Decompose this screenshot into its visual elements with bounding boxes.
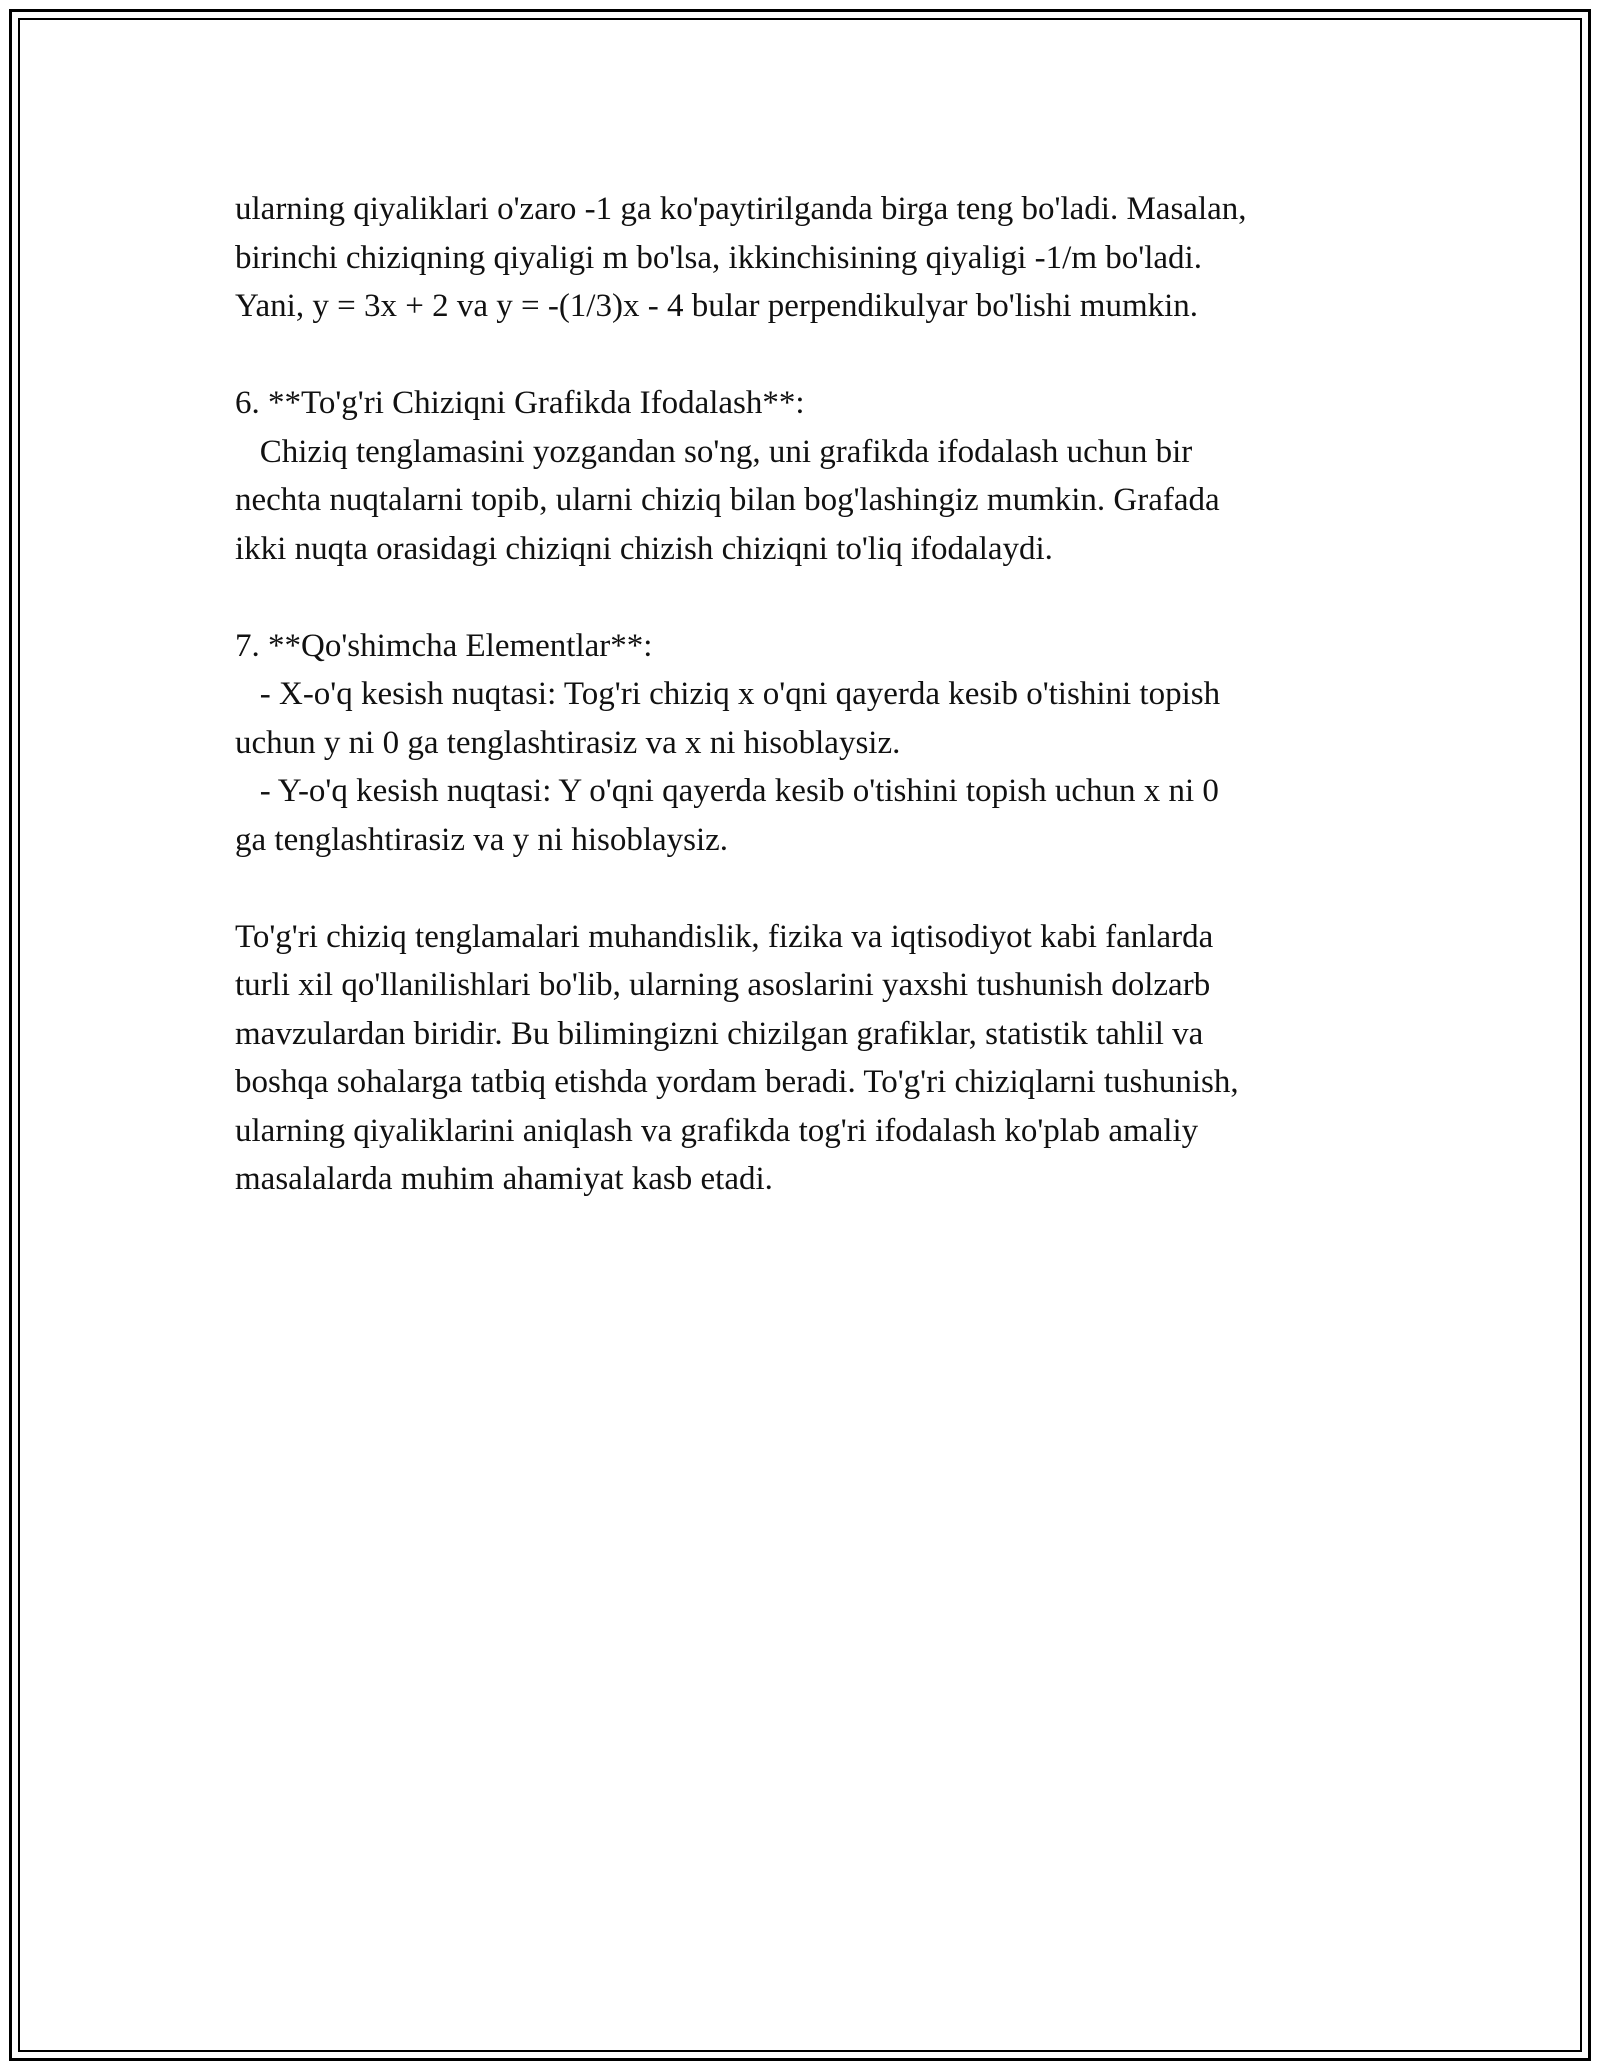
text-line: masalalarda muhim ahamiyat kasb etadi. — [235, 1161, 773, 1197]
section-heading: 7. **Qo'shimcha Elementlar**: — [235, 627, 653, 664]
text-line: boshqa sohalarga tatbiq etishda yordam beradi. To'g'ri chiziqlarni tushunish, — [235, 1064, 1239, 1100]
text-line: To'g'ri chiziq tenglamalari muhandislik, fizika va iqtisodiyot kabi fanlarda — [235, 918, 1214, 955]
list-item-y-intercept: - Y-o'q kesish nuqtasi: Y o'qni qayerda kesib o'tishini topish uchun x ni 0 — [235, 773, 1219, 809]
text-line: ularning qiyaliklarini aniqlash va grafikda tog'ri ifodalash ko'plab amaliy — [235, 1112, 1199, 1149]
document-body — [235, 185, 1375, 1204]
paragraph-conclusion — [235, 913, 1375, 1204]
text-line: birinchi chiziqning qiyaligi m bo'lsa, ikkinchisining qiyaligi -1/m bo'ladi. — [235, 239, 1202, 276]
section-7-additional-elements — [235, 622, 1375, 865]
paragraph-perpendicular-slopes — [235, 185, 1375, 331]
text-line: ga tenglashtirasiz va y ni hisoblaysiz. — [235, 821, 729, 858]
list-item-x-intercept: - X-o'q kesish nuqtasi: Tog'ri chiziq x o'qni qayerda kesib o'tishini topish — [235, 676, 1221, 712]
section-6-graphing — [235, 379, 1375, 573]
text-line: ularning qiyaliklari o'zaro -1 ga ko'paytirilganda birga teng bo'ladi. Masalan, — [235, 191, 1247, 227]
text-line: Yani, y = 3x + 2 va y = -(1/3)x - 4 bular perpendikulyar bo'lishi mumkin. — [235, 288, 1199, 324]
section-heading: 6. **To'g'ri Chiziqni Grafikda Ifodalash**: — [235, 385, 805, 421]
text-line: mavzulardan biridir. Bu bilimingizni chizilgan grafiklar, statistik tahlil va — [235, 1015, 1204, 1052]
text-line: ikki nuqta orasidagi chiziqni chizish chiziqni to'liq ifodalaydi. — [235, 530, 1053, 567]
text-line: uchun y ni 0 ga tenglashtirasiz va x ni hisoblaysiz. — [235, 724, 901, 761]
paragraph-spacer — [235, 573, 1375, 622]
paragraph-spacer — [235, 331, 1375, 380]
text-line: nechta nuqtalarni topib, ularni chiziq bilan bog'lashingiz mumkin. Grafada — [235, 482, 1220, 518]
text-line: turli xil qo'llanilishlari bo'lib, ularning asoslarini yaxshi tushunish dolzarb — [235, 967, 1211, 1003]
paragraph-spacer — [235, 864, 1375, 913]
text-line: Chiziq tenglamasini yozgandan so'ng, uni grafikda ifodalash uchun bir — [235, 433, 1193, 470]
